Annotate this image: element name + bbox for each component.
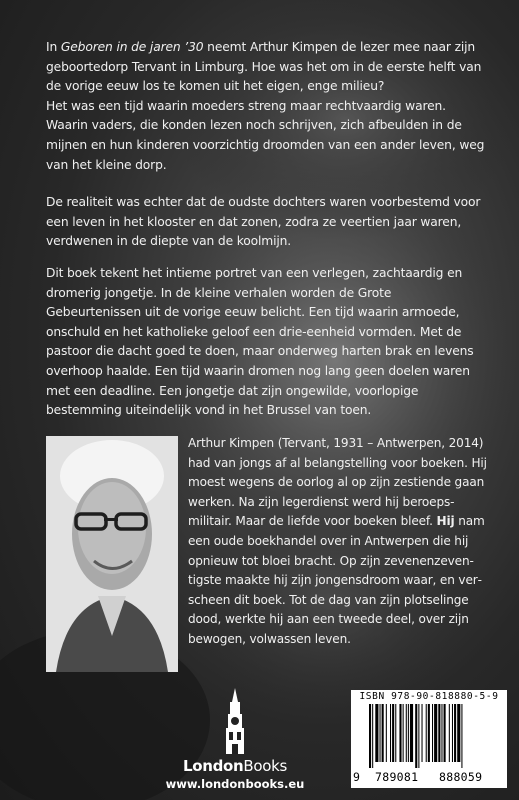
- barcode-bar: [444, 704, 446, 762]
- bio-text-part1: Arthur Kimpen (Tervant, 1931 – Antwerpen, 2014) had van jongs af al belangstelling voor boeken. Hij moest wegens de oorlog al op zijn zestiende gaan werken. Na zijn legerdienst werd hij beroepsmilitair. Maar de liefde voor boeken bleef.: [188, 436, 487, 529]
- publisher-name-bold: London: [182, 757, 244, 775]
- barcode-bar: [432, 704, 433, 762]
- barcode-digits-right: 888059: [439, 770, 483, 784]
- publisher-website: www.londonbooks.eu: [165, 777, 305, 791]
- publisher-name: [160, 757, 310, 775]
- isbn-label: ISBN 978-90-818880-5-9: [359, 691, 499, 702]
- barcode-bar: [422, 704, 423, 762]
- barcode-bar: [410, 704, 413, 762]
- book-title: Geboren in de jaren ’30: [60, 40, 204, 54]
- blurb-portrait-text: Dit boek tekent het intieme portret van een verlegen, zachtaardig en dromerig jongetje. In de kleine verhalen worden de Grote Gebeurtenissen uit de vorige eeuw belicht. Een tijd waarin armoede, onschuld en het katholieke geloof een drie-eenheid vormden. Met de pastoor die dacht goed te doen, maar onderweg harten brak en levens overhoop haalde. Een tijd waarin dromen nog lang geen doelen waren met een deadline. Een jongetje dat zijn ongewilde, voorlopige bestemming uiteindelijk vond in het Brussel van toen.: [46, 266, 474, 418]
- barcode-bar: [369, 704, 371, 768]
- barcode-bar: [399, 704, 401, 762]
- blurb-intro-line2: Het was een tijd waarin moeders streng maar rechtvaardig waren. Waarin vaders, die konden lezen noch schrijven, zich afbeulden in de mijnen en hun kinderen voorzichtig droomden van een ander leven, weg van het kleine dorp.: [46, 98, 485, 172]
- bio-text-bold: Hij: [436, 514, 455, 529]
- barcode-bar: [408, 704, 409, 762]
- author-photo: [46, 436, 178, 672]
- barcode-bar: [452, 704, 453, 762]
- barcode-bar: [390, 704, 391, 762]
- publisher-logo: [160, 688, 310, 798]
- barcode-bar: [454, 704, 456, 762]
- barcode-bar: [392, 704, 394, 762]
- barcode-bar: [375, 704, 378, 762]
- barcode-bar: [406, 704, 407, 762]
- blurb-paragraph-1: [46, 38, 486, 175]
- bio-text-part2: nam een oude boekhandel over in Antwerpen die hij opnieuw tot bloei bracht. Op zijn zevenenzeventigste maakte hij zijn jongensdroom waar, en verscheen dit boek. Tot de dag van zijn plotselinge dood, werkte hij aan een tweede deel, over zijn bewogen, volwassen leven.: [188, 514, 485, 646]
- barcode-bar: [449, 704, 450, 762]
- barcode-bar: [415, 704, 417, 768]
- isbn-barcode: [351, 690, 507, 788]
- barcode-bar: [457, 704, 460, 762]
- blurb-intro-text: [46, 38, 486, 97]
- author-bio: [188, 434, 488, 650]
- barcode-bar: [426, 704, 427, 762]
- barcode-digit-lead: 9: [353, 770, 361, 784]
- blurb-reality-text: De realiteit was echter dat de oudste dochters waren voorbestemd voor een leven in het klooster en dat zonen, zodra ze veertien jaar waren, verdwenen in de diepte van de koolmijn.: [46, 195, 481, 249]
- barcode-bar: [441, 704, 442, 762]
- barcode-bar: [380, 704, 381, 762]
- blurb-paragraph-2: [46, 193, 486, 252]
- barcode-digits-left: 789081: [375, 770, 419, 784]
- barcode-bar: [372, 704, 373, 768]
- barcode-bar: [418, 704, 419, 768]
- blurb-paragraph-3: [46, 264, 486, 421]
- barcode-bar: [395, 704, 396, 762]
- tower-icon: [215, 688, 255, 754]
- publisher-name-thin: Books: [243, 757, 288, 775]
- barcode-bars: [363, 704, 503, 768]
- barcode-bar: [382, 704, 384, 762]
- blurb-intro-rest: neemt Arthur Kimpen de lezer mee naar zijn geboortedorp Tervant in Limburg. Hoe was het om in de eerste helft van de vorige eeuw los te komen uit het eigen, enge milieu?: [46, 40, 482, 94]
- barcode-bar: [434, 704, 437, 762]
- blurb-intro-prefix: In: [46, 40, 61, 54]
- barcode-bar: [386, 704, 387, 762]
- barcode-bar: [461, 704, 462, 768]
- barcode-bar: [428, 704, 430, 762]
- barcode-bar: [438, 704, 440, 762]
- barcode-bar: [403, 704, 404, 762]
